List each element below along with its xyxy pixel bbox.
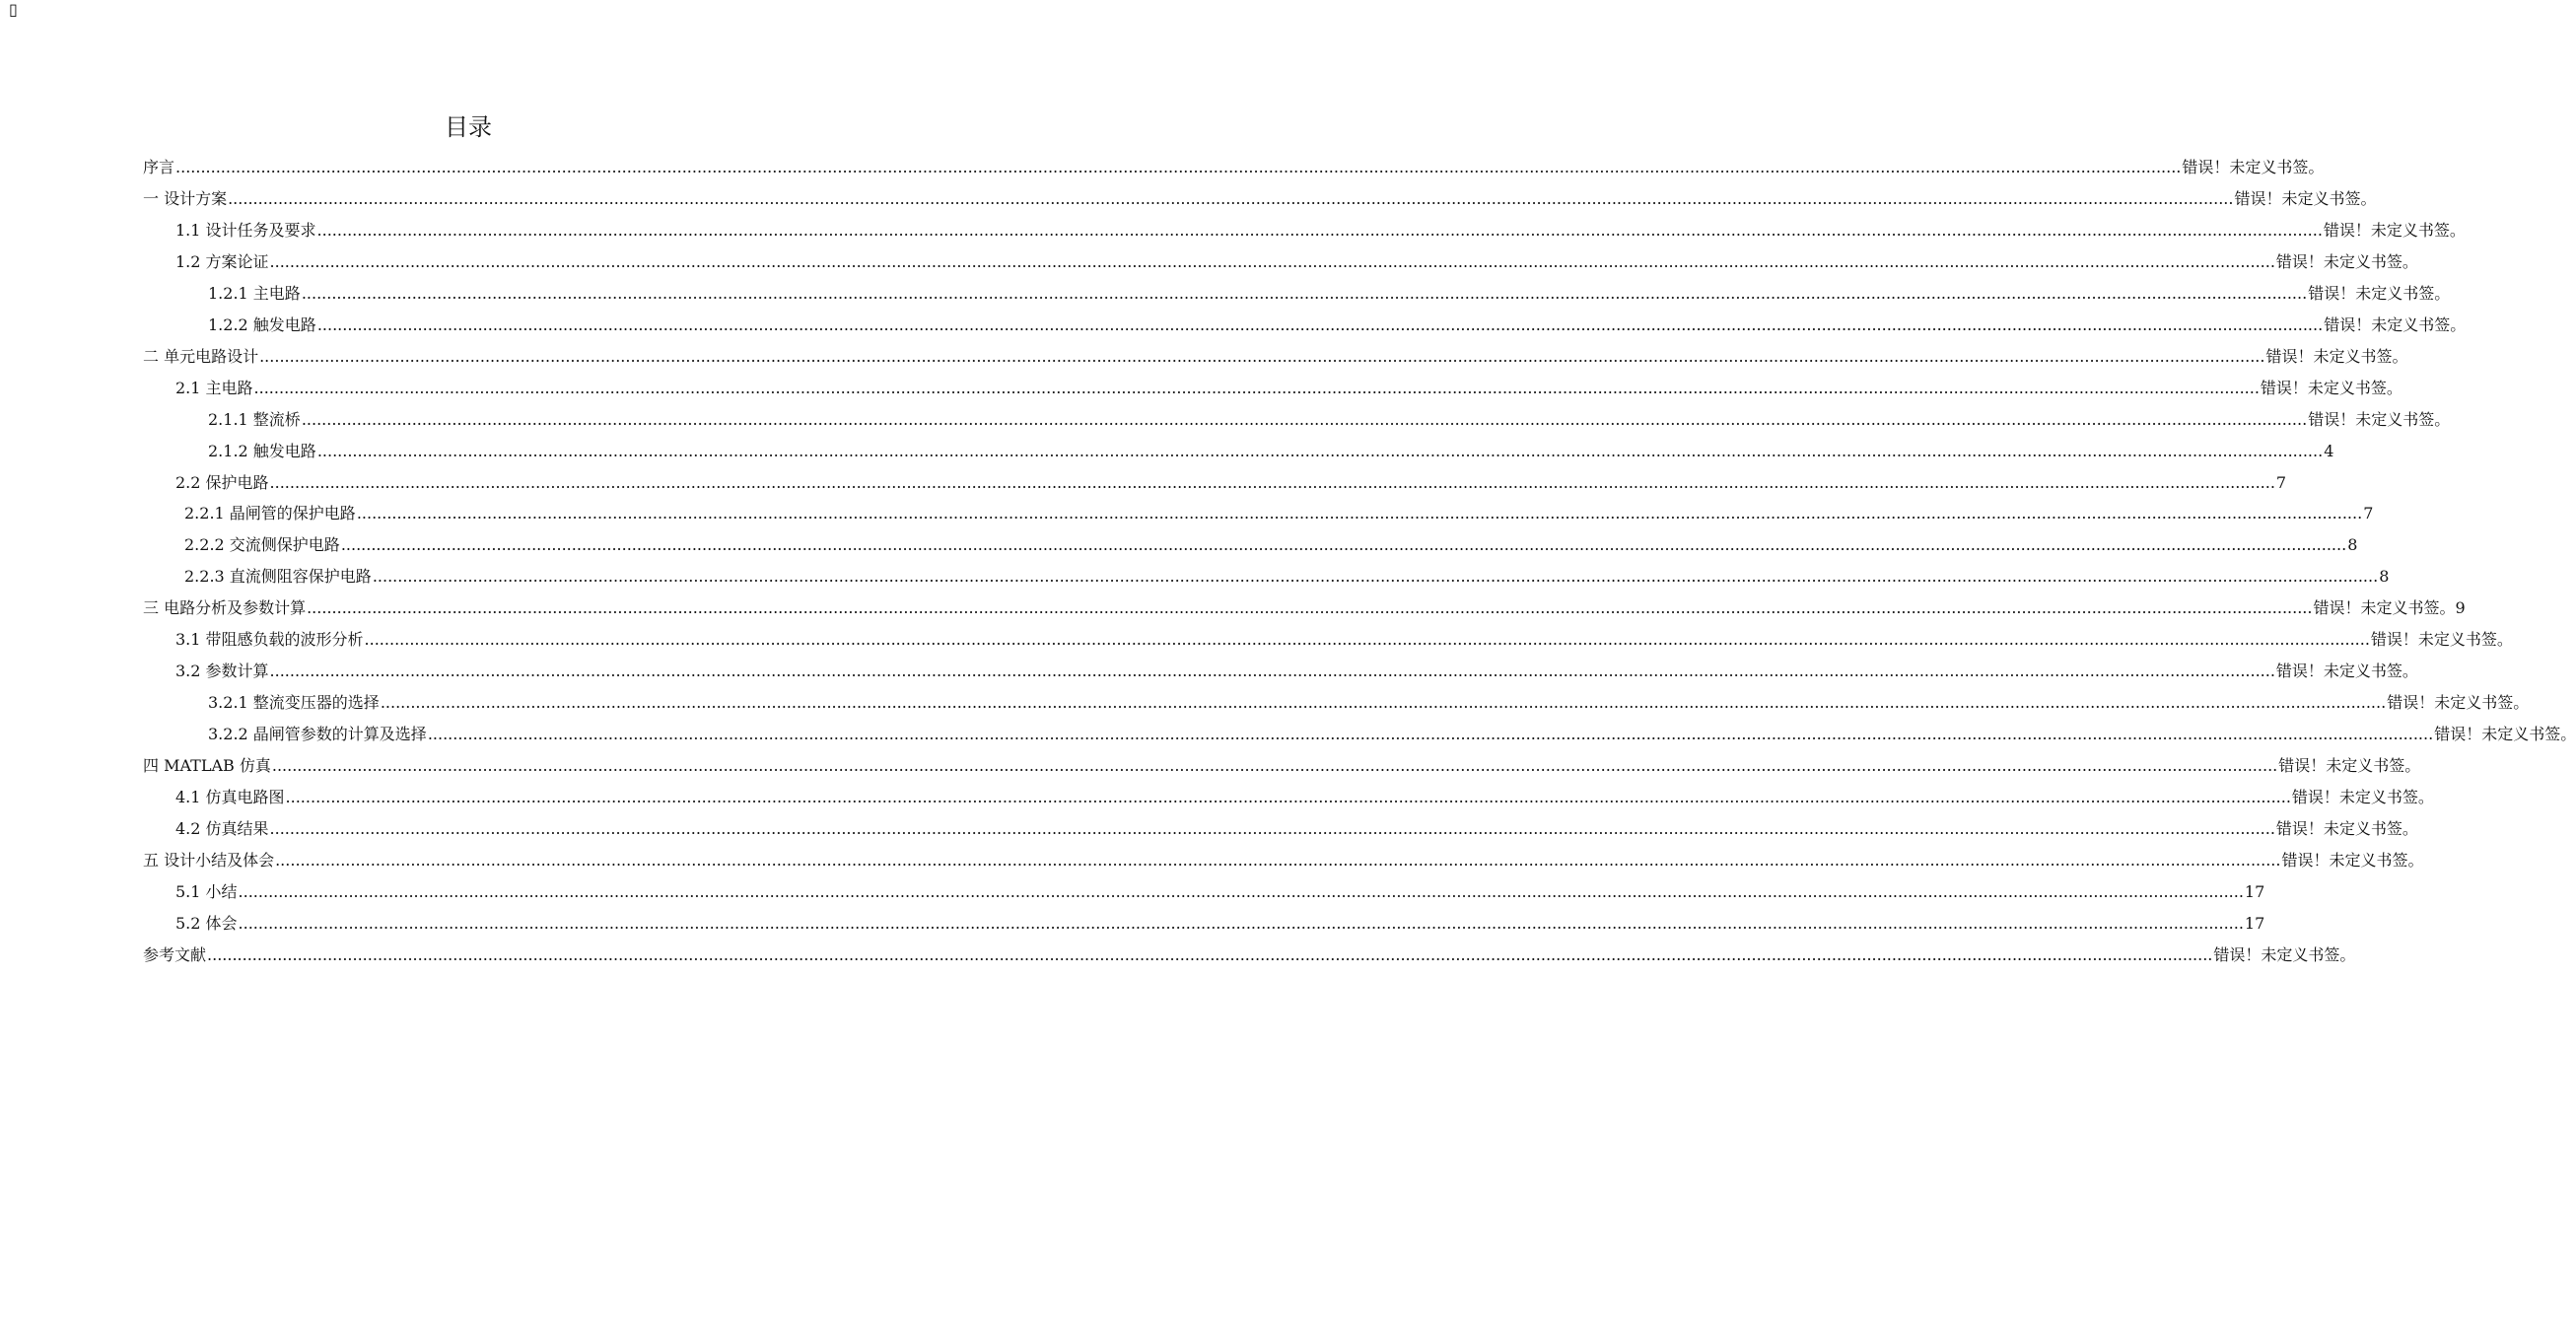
toc-leader-dots: ................................................................................................................................................................................................................................................................................................................................................................................................................ [301, 283, 2308, 303]
toc-entry-label: 2.1.1 整流桥 [208, 409, 301, 429]
toc-leader-dots: ................................................................................................................................................................................................................................................................................................................................................................................................................ [238, 913, 2244, 933]
toc-leader-dots: ................................................................................................................................................................................................................................................................................................................................................................................................................ [269, 472, 2275, 492]
corner-glyph: ▯ [9, 0, 18, 19]
toc-entry-page: 错误！未定义书签。 [2308, 409, 2451, 429]
toc-entry-page: 错误！未定义书签。 [2281, 850, 2424, 870]
toc-leader-dots: ................................................................................................................................................................................................................................................................................................................................................................................................................ [269, 251, 2275, 271]
toc-entry[interactable] [143, 846, 2424, 875]
toc-entry-label: 参考文献 [143, 944, 207, 964]
toc-entry-page: 错误！未定义书签。 [2234, 188, 2377, 208]
toc-leader-dots: ................................................................................................................................................................................................................................................................................................................................................................................................................ [427, 725, 2434, 744]
toc-entry-label: 序言 [143, 158, 175, 176]
toc-entry-page: 错误！未定义书签。 [2291, 788, 2434, 806]
toc-entry-label: 2.1.2 触发电路 [208, 441, 316, 460]
toc-entry-label: 5.1 小结 [175, 881, 238, 901]
toc-entry-page: 错误！未定义书签。 [2275, 662, 2418, 681]
toc-leader-dots: ................................................................................................................................................................................................................................................................................................................................................................................................................ [269, 818, 2275, 838]
toc-leader-dots: ................................................................................................................................................................................................................................................................................................................................................................................................................ [269, 662, 2275, 681]
toc-leader-dots: ................................................................................................................................................................................................................................................................................................................................................................................................................ [307, 598, 2313, 618]
toc-entry[interactable] [208, 720, 2576, 749]
toc-leader-dots: ................................................................................................................................................................................................................................................................................................................................................................................................................ [259, 346, 2265, 366]
toc-leader-dots: ................................................................................................................................................................................................................................................................................................................................................................................................................ [372, 567, 2379, 587]
toc-entry-label: 一 设计方案 [143, 188, 228, 208]
toc-entry[interactable] [184, 530, 2358, 560]
toc-entry[interactable] [208, 437, 2334, 466]
toc-entry[interactable] [143, 751, 2421, 781]
toc-entry-page: 17 [2244, 881, 2265, 901]
toc-entry-page: 错误！未定义书签。 [2260, 378, 2402, 397]
toc-leader-dots: ................................................................................................................................................................................................................................................................................................................................................................................................................ [238, 881, 2244, 901]
toc-entry-page: 错误！未定义书签。 [2275, 251, 2418, 271]
toc-entry-label: 1.2.1 主电路 [208, 283, 301, 303]
toc-entry-page: 错误！未定义书签。 [2434, 725, 2576, 744]
toc-entry[interactable] [175, 657, 2418, 686]
toc-entry[interactable] [175, 247, 2418, 277]
toc-entry-label: 四 MATLAB 仿真 [143, 756, 271, 776]
toc-entry-page: 错误！未定义书签。 [2370, 630, 2513, 650]
toc-leader-dots: ................................................................................................................................................................................................................................................................................................................................................................................................................ [340, 535, 2347, 555]
toc-leader-dots: ................................................................................................................................................................................................................................................................................................................................................................................................................ [285, 788, 2291, 806]
toc-leader-dots: ................................................................................................................................................................................................................................................................................................................................................................................................................ [175, 158, 2182, 176]
toc-entry-label: 1.2 方案论证 [175, 251, 269, 271]
toc-entry-page: 4 [2324, 441, 2334, 460]
toc-entry[interactable] [184, 499, 2374, 528]
toc-entry[interactable] [175, 625, 2513, 655]
toc-entry[interactable] [175, 468, 2287, 498]
toc-entry-page: 17 [2244, 913, 2265, 933]
toc-entry-page: 错误！未定义书签。 [2265, 346, 2408, 366]
toc-entry-page: 8 [2347, 535, 2358, 555]
toc-entry[interactable] [175, 783, 2434, 812]
toc-entry-label: 1.2.2 触发电路 [208, 314, 316, 334]
toc-entry[interactable] [143, 941, 2356, 970]
toc-leader-dots: ................................................................................................................................................................................................................................................................................................................................................................................................................ [253, 378, 2260, 397]
toc-entry[interactable] [175, 877, 2265, 907]
toc-entry[interactable] [143, 342, 2408, 372]
toc-entry-page: 7 [2363, 504, 2374, 523]
toc-leader-dots: ................................................................................................................................................................................................................................................................................................................................................................................................................ [316, 441, 2324, 460]
toc-entry[interactable] [208, 279, 2451, 309]
toc-entry-label: 2.2.1 晶闸管的保护电路 [184, 504, 356, 523]
toc-entry-label: 2.1 主电路 [175, 378, 253, 397]
toc-entry[interactable] [175, 814, 2418, 844]
toc-entry-page: 错误！未定义书签。 [2324, 314, 2467, 334]
toc-entry-label: 2.2 保护电路 [175, 472, 269, 492]
toc-entry-page: 错误！未定义书签。 [2213, 944, 2356, 964]
toc-entry-label: 1.1 设计任务及要求 [175, 220, 316, 240]
toc-entry[interactable] [143, 593, 2466, 623]
toc-entry[interactable] [208, 311, 2467, 340]
toc-leader-dots: ................................................................................................................................................................................................................................................................................................................................................................................................................ [271, 756, 2278, 776]
toc-leader-dots: ................................................................................................................................................................................................................................................................................................................................................................................................................ [301, 409, 2308, 429]
toc-entry-page: 错误！未定义书签。9 [2313, 598, 2466, 618]
toc-entry-label: 2.2.3 直流侧阻容保护电路 [184, 567, 372, 587]
page-title: 目录 [445, 113, 492, 141]
toc-entry-page: 错误！未定义书签。 [2387, 693, 2530, 713]
toc-entry-page: 错误！未定义书签。 [2323, 220, 2466, 240]
toc-entry[interactable] [143, 184, 2377, 214]
toc-entry-page: 7 [2275, 472, 2287, 492]
toc-entry[interactable] [208, 405, 2451, 435]
toc-entry-label: 五 设计小结及体会 [143, 850, 275, 870]
toc-entry-label: 3.1 带阻感负载的波形分析 [175, 630, 364, 650]
toc-entry[interactable] [208, 688, 2530, 718]
toc-leader-dots: ................................................................................................................................................................................................................................................................................................................................................................................................................ [356, 504, 2363, 523]
toc-entry-page: 错误！未定义书签。 [2275, 818, 2418, 838]
toc-leader-dots: ................................................................................................................................................................................................................................................................................................................................................................................................................ [380, 693, 2387, 713]
toc-entry[interactable] [184, 562, 2390, 592]
toc-leader-dots: ................................................................................................................................................................................................................................................................................................................................................................................................................ [207, 944, 2213, 964]
toc-entry-label: 4.2 仿真结果 [175, 818, 269, 838]
toc-entry[interactable] [175, 374, 2402, 403]
toc-leader-dots: ................................................................................................................................................................................................................................................................................................................................................................................................................ [275, 850, 2281, 870]
toc-leader-dots: ................................................................................................................................................................................................................................................................................................................................................................................................................ [228, 188, 2234, 208]
toc-entry-page: 8 [2379, 567, 2390, 587]
toc-entry-label: 3.2.1 整流变压器的选择 [208, 693, 380, 713]
toc-entry-page: 错误！未定义书签。 [2278, 756, 2421, 776]
toc-entry-label: 二 单元电路设计 [143, 346, 259, 366]
toc-entry-label: 3.2 参数计算 [175, 662, 269, 681]
toc-entry-label: 4.1 仿真电路图 [175, 788, 285, 806]
toc-entry-label: 5.2 体会 [175, 913, 238, 933]
toc-entry-page: 错误！未定义书签。 [2182, 158, 2325, 176]
toc-leader-dots: ................................................................................................................................................................................................................................................................................................................................................................................................................ [364, 630, 2370, 650]
toc-entry-label: 三 电路分析及参数计算 [143, 598, 307, 618]
toc-entry-page: 错误！未定义书签。 [2308, 283, 2451, 303]
toc-entry[interactable] [143, 153, 2325, 182]
toc-leader-dots: ................................................................................................................................................................................................................................................................................................................................................................................................................ [316, 220, 2323, 240]
toc-entry[interactable] [175, 216, 2466, 245]
toc-entry[interactable] [175, 909, 2265, 939]
toc-entry-label: 3.2.2 晶闸管参数的计算及选择 [208, 725, 427, 744]
toc-entry-label: 2.2.2 交流侧保护电路 [184, 535, 340, 555]
toc-leader-dots: ................................................................................................................................................................................................................................................................................................................................................................................................................ [316, 314, 2324, 334]
